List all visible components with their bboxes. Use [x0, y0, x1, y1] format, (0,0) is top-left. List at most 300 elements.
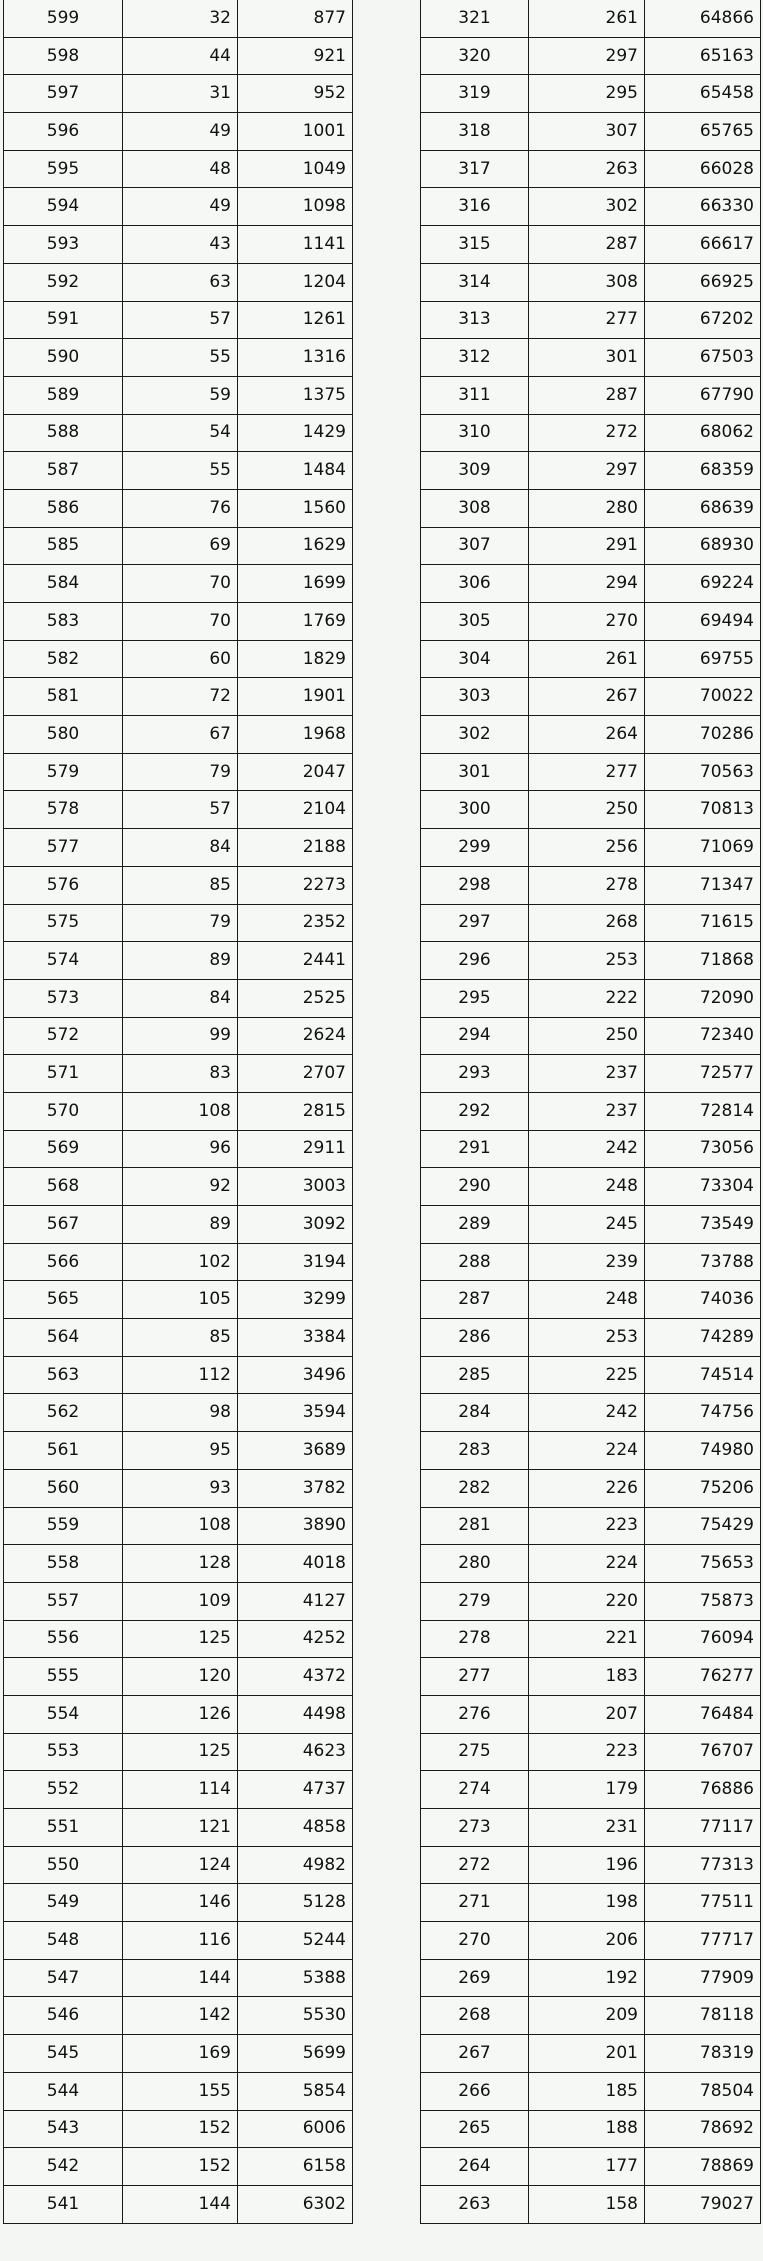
count-cell: 294	[529, 565, 645, 603]
count-cell: 206	[529, 1922, 645, 1960]
score-cell: 545	[4, 2035, 123, 2073]
count-cell: 253	[529, 942, 645, 980]
count-cell: 302	[529, 188, 645, 226]
score-cell: 591	[4, 301, 123, 339]
count-cell: 278	[529, 866, 645, 904]
score-cell: 579	[4, 753, 123, 791]
score-cell: 581	[4, 678, 123, 716]
count-cell: 237	[529, 1055, 645, 1093]
score-cell: 277	[421, 1658, 529, 1696]
cumulative-cell: 77717	[645, 1922, 761, 1960]
cumulative-cell: 1699	[238, 565, 353, 603]
count-cell: 224	[529, 1545, 645, 1583]
count-cell: 116	[123, 1922, 238, 1960]
cumulative-cell: 5388	[238, 1959, 353, 1997]
score-cell: 570	[4, 1092, 123, 1130]
cumulative-cell: 4372	[238, 1658, 353, 1696]
count-cell: 99	[123, 1017, 238, 1055]
table-row	[421, 301, 761, 339]
cumulative-cell: 67503	[645, 339, 761, 377]
count-cell: 295	[529, 75, 645, 113]
table-row	[421, 1771, 761, 1809]
score-cell: 272	[421, 1846, 529, 1884]
table-row	[4, 603, 353, 641]
score-cell: 555	[4, 1658, 123, 1696]
table-row	[421, 2148, 761, 2186]
count-cell: 224	[529, 1432, 645, 1470]
score-cell: 276	[421, 1695, 529, 1733]
score-cell: 274	[421, 1771, 529, 1809]
score-cell: 556	[4, 1620, 123, 1658]
score-cell: 283	[421, 1432, 529, 1470]
score-cell: 281	[421, 1507, 529, 1545]
count-cell: 57	[123, 791, 238, 829]
cumulative-cell: 72340	[645, 1017, 761, 1055]
cumulative-cell: 1261	[238, 301, 353, 339]
count-cell: 108	[123, 1092, 238, 1130]
table-row	[421, 1394, 761, 1432]
cumulative-cell: 77117	[645, 1809, 761, 1847]
table-row	[4, 1469, 353, 1507]
count-cell: 268	[529, 904, 645, 942]
score-cell: 320	[421, 37, 529, 75]
score-cell: 572	[4, 1017, 123, 1055]
score-cell: 304	[421, 640, 529, 678]
score-cell: 550	[4, 1846, 123, 1884]
cumulative-cell: 2273	[238, 866, 353, 904]
count-cell: 287	[529, 376, 645, 414]
count-cell: 225	[529, 1356, 645, 1394]
cumulative-cell: 69755	[645, 640, 761, 678]
count-cell: 109	[123, 1582, 238, 1620]
count-cell: 85	[123, 1319, 238, 1357]
cumulative-cell: 921	[238, 37, 353, 75]
table-row	[4, 1997, 353, 2035]
score-cell: 314	[421, 263, 529, 301]
score-cell: 275	[421, 1733, 529, 1771]
score-cell: 561	[4, 1432, 123, 1470]
cumulative-cell: 77313	[645, 1846, 761, 1884]
score-cell: 301	[421, 753, 529, 791]
score-cell: 297	[421, 904, 529, 942]
table-row	[4, 942, 353, 980]
cumulative-cell: 72090	[645, 979, 761, 1017]
count-cell: 291	[529, 527, 645, 565]
score-cell: 560	[4, 1469, 123, 1507]
score-cell: 596	[4, 113, 123, 151]
cumulative-cell: 3594	[238, 1394, 353, 1432]
table-row	[4, 1243, 353, 1281]
count-cell: 220	[529, 1582, 645, 1620]
table-row	[4, 791, 353, 829]
cumulative-cell: 72577	[645, 1055, 761, 1093]
score-cell: 303	[421, 678, 529, 716]
count-cell: 67	[123, 716, 238, 754]
score-cell: 285	[421, 1356, 529, 1394]
table-row	[4, 1507, 353, 1545]
table-row	[4, 1281, 353, 1319]
table-row	[4, 452, 353, 490]
count-cell: 158	[529, 2185, 645, 2223]
score-cell: 585	[4, 527, 123, 565]
score-cell: 568	[4, 1168, 123, 1206]
table-row	[421, 0, 761, 37]
table-row	[4, 866, 353, 904]
cumulative-cell: 75206	[645, 1469, 761, 1507]
score-cell: 264	[421, 2148, 529, 2186]
count-cell: 272	[529, 414, 645, 452]
table-row	[4, 640, 353, 678]
score-cell: 543	[4, 2110, 123, 2148]
cumulative-cell: 77511	[645, 1884, 761, 1922]
count-cell: 152	[123, 2110, 238, 2148]
count-cell: 221	[529, 1620, 645, 1658]
score-cell: 269	[421, 1959, 529, 1997]
table-row	[4, 1922, 353, 1960]
count-cell: 192	[529, 1959, 645, 1997]
count-cell: 126	[123, 1695, 238, 1733]
score-cell: 292	[421, 1092, 529, 1130]
cumulative-cell: 1484	[238, 452, 353, 490]
score-cell: 305	[421, 603, 529, 641]
count-cell: 183	[529, 1658, 645, 1696]
table-row	[4, 150, 353, 188]
table-row	[4, 113, 353, 151]
cumulative-cell: 3299	[238, 1281, 353, 1319]
count-cell: 196	[529, 1846, 645, 1884]
score-cell: 319	[421, 75, 529, 113]
count-cell: 301	[529, 339, 645, 377]
count-cell: 242	[529, 1130, 645, 1168]
table-row	[421, 2110, 761, 2148]
table-row	[4, 979, 353, 1017]
score-cell: 321	[421, 0, 529, 37]
cumulative-cell: 1001	[238, 113, 353, 151]
cumulative-cell: 2815	[238, 1092, 353, 1130]
cumulative-cell: 73788	[645, 1243, 761, 1281]
count-cell: 144	[123, 2185, 238, 2223]
cumulative-cell: 68359	[645, 452, 761, 490]
cumulative-cell: 6302	[238, 2185, 353, 2223]
cumulative-cell: 73056	[645, 1130, 761, 1168]
count-cell: 307	[529, 113, 645, 151]
count-cell: 277	[529, 753, 645, 791]
table-row	[4, 1620, 353, 1658]
cumulative-cell: 2188	[238, 829, 353, 867]
table-row	[4, 678, 353, 716]
table-row	[421, 150, 761, 188]
table-row	[421, 753, 761, 791]
count-cell: 48	[123, 150, 238, 188]
score-cell: 271	[421, 1884, 529, 1922]
score-cell: 289	[421, 1206, 529, 1244]
cumulative-cell: 78869	[645, 2148, 761, 2186]
cumulative-cell: 68639	[645, 489, 761, 527]
score-cell: 273	[421, 1809, 529, 1847]
table-row	[4, 1884, 353, 1922]
table-row	[421, 1168, 761, 1206]
score-cell: 316	[421, 188, 529, 226]
score-cell: 584	[4, 565, 123, 603]
table-row	[4, 376, 353, 414]
score-cell: 580	[4, 716, 123, 754]
count-cell: 125	[123, 1733, 238, 1771]
score-cell: 546	[4, 1997, 123, 2035]
cumulative-cell: 3890	[238, 1507, 353, 1545]
count-cell: 267	[529, 678, 645, 716]
count-cell: 70	[123, 603, 238, 641]
cumulative-cell: 1375	[238, 376, 353, 414]
cumulative-cell: 1769	[238, 603, 353, 641]
cumulative-cell: 2441	[238, 942, 353, 980]
score-cell: 595	[4, 150, 123, 188]
score-cell: 282	[421, 1469, 529, 1507]
cumulative-cell: 77909	[645, 1959, 761, 1997]
cumulative-cell: 4018	[238, 1545, 353, 1583]
count-cell: 43	[123, 226, 238, 264]
cumulative-cell: 71069	[645, 829, 761, 867]
score-distribution-table-left	[3, 0, 353, 2224]
table-row	[421, 1620, 761, 1658]
cumulative-cell: 1204	[238, 263, 353, 301]
table-row	[421, 1206, 761, 1244]
score-cell: 298	[421, 866, 529, 904]
count-cell: 112	[123, 1356, 238, 1394]
score-cell: 562	[4, 1394, 123, 1432]
cumulative-cell: 4127	[238, 1582, 353, 1620]
score-cell: 564	[4, 1319, 123, 1357]
table-row	[421, 1733, 761, 1771]
count-cell: 198	[529, 1884, 645, 1922]
table-row	[421, 376, 761, 414]
count-cell: 114	[123, 1771, 238, 1809]
score-cell: 583	[4, 603, 123, 641]
table-row	[4, 1017, 353, 1055]
cumulative-cell: 76484	[645, 1695, 761, 1733]
table-row	[4, 716, 353, 754]
table-row	[421, 716, 761, 754]
cumulative-cell: 2352	[238, 904, 353, 942]
table-row	[421, 1695, 761, 1733]
count-cell: 32	[123, 0, 238, 37]
cumulative-cell: 66617	[645, 226, 761, 264]
cumulative-cell: 1901	[238, 678, 353, 716]
table-row	[4, 37, 353, 75]
cumulative-cell: 2707	[238, 1055, 353, 1093]
cumulative-cell: 78692	[645, 2110, 761, 2148]
table-row	[4, 527, 353, 565]
score-cell: 306	[421, 565, 529, 603]
score-cell: 270	[421, 1922, 529, 1960]
score-distribution-table-right	[420, 0, 761, 2224]
count-cell: 177	[529, 2148, 645, 2186]
cumulative-cell: 6158	[238, 2148, 353, 2186]
score-cell: 313	[421, 301, 529, 339]
table-row	[421, 603, 761, 641]
cumulative-cell: 2104	[238, 791, 353, 829]
count-cell: 85	[123, 866, 238, 904]
count-cell: 179	[529, 1771, 645, 1809]
cumulative-cell: 3194	[238, 1243, 353, 1281]
cumulative-cell: 5530	[238, 1997, 353, 2035]
count-cell: 125	[123, 1620, 238, 1658]
count-cell: 102	[123, 1243, 238, 1281]
cumulative-cell: 70813	[645, 791, 761, 829]
cumulative-cell: 3782	[238, 1469, 353, 1507]
table-row	[4, 339, 353, 377]
score-cell: 542	[4, 2148, 123, 2186]
count-cell: 89	[123, 942, 238, 980]
cumulative-cell: 78118	[645, 1997, 761, 2035]
score-cell: 263	[421, 2185, 529, 2223]
table-row	[421, 1922, 761, 1960]
count-cell: 297	[529, 452, 645, 490]
score-cell: 592	[4, 263, 123, 301]
table-row	[4, 829, 353, 867]
count-cell: 250	[529, 791, 645, 829]
score-cell: 279	[421, 1582, 529, 1620]
table-row	[4, 1432, 353, 1470]
cumulative-cell: 70563	[645, 753, 761, 791]
count-cell: 57	[123, 301, 238, 339]
score-cell: 284	[421, 1394, 529, 1432]
table-row	[421, 1658, 761, 1696]
table-row	[421, 1846, 761, 1884]
score-cell: 302	[421, 716, 529, 754]
table-row	[4, 226, 353, 264]
count-cell: 250	[529, 1017, 645, 1055]
cumulative-cell: 1049	[238, 150, 353, 188]
cumulative-cell: 79027	[645, 2185, 761, 2223]
score-cell: 586	[4, 489, 123, 527]
table-row	[421, 75, 761, 113]
count-cell: 96	[123, 1130, 238, 1168]
score-cell: 286	[421, 1319, 529, 1357]
count-cell: 308	[529, 263, 645, 301]
score-cell: 582	[4, 640, 123, 678]
table-row	[4, 1771, 353, 1809]
score-cell: 267	[421, 2035, 529, 2073]
count-cell: 31	[123, 75, 238, 113]
count-cell: 60	[123, 640, 238, 678]
count-cell: 223	[529, 1733, 645, 1771]
score-cell: 558	[4, 1545, 123, 1583]
table-row	[4, 2072, 353, 2110]
cumulative-cell: 75873	[645, 1582, 761, 1620]
score-cell: 552	[4, 1771, 123, 1809]
score-cell: 574	[4, 942, 123, 980]
count-cell: 237	[529, 1092, 645, 1130]
cumulative-cell: 2525	[238, 979, 353, 1017]
table-row	[421, 942, 761, 980]
count-cell: 201	[529, 2035, 645, 2073]
count-cell: 49	[123, 188, 238, 226]
score-cell: 589	[4, 376, 123, 414]
cumulative-cell: 65458	[645, 75, 761, 113]
count-cell: 98	[123, 1394, 238, 1432]
table-row	[421, 1432, 761, 1470]
table-row	[421, 2035, 761, 2073]
score-cell: 290	[421, 1168, 529, 1206]
score-cell: 597	[4, 75, 123, 113]
table-row	[421, 829, 761, 867]
score-cell: 288	[421, 1243, 529, 1281]
cumulative-cell: 877	[238, 0, 353, 37]
count-cell: 223	[529, 1507, 645, 1545]
table-row	[421, 1469, 761, 1507]
table-row	[421, 489, 761, 527]
table-row	[421, 339, 761, 377]
count-cell: 188	[529, 2110, 645, 2148]
count-cell: 209	[529, 1997, 645, 2035]
cumulative-cell: 5128	[238, 1884, 353, 1922]
cumulative-cell: 76707	[645, 1733, 761, 1771]
cumulative-cell: 74289	[645, 1319, 761, 1357]
table-row	[421, 1055, 761, 1093]
count-cell: 263	[529, 150, 645, 188]
cumulative-cell: 4252	[238, 1620, 353, 1658]
count-cell: 76	[123, 489, 238, 527]
table-row	[421, 414, 761, 452]
score-cell: 293	[421, 1055, 529, 1093]
count-cell: 264	[529, 716, 645, 754]
table-row	[421, 1507, 761, 1545]
count-cell: 120	[123, 1658, 238, 1696]
count-cell: 70	[123, 565, 238, 603]
score-cell: 557	[4, 1582, 123, 1620]
count-cell: 72	[123, 678, 238, 716]
score-cell: 566	[4, 1243, 123, 1281]
table-row	[4, 1809, 353, 1847]
table-row	[4, 2035, 353, 2073]
table-row	[4, 1582, 353, 1620]
table-row	[4, 75, 353, 113]
score-cell: 296	[421, 942, 529, 980]
table-row	[421, 866, 761, 904]
score-cell: 571	[4, 1055, 123, 1093]
table-row	[421, 226, 761, 264]
count-cell: 49	[123, 113, 238, 151]
cumulative-cell: 2624	[238, 1017, 353, 1055]
cumulative-cell: 78504	[645, 2072, 761, 2110]
table-row	[421, 527, 761, 565]
score-cell: 294	[421, 1017, 529, 1055]
score-cell: 588	[4, 414, 123, 452]
table-row	[4, 0, 353, 37]
score-cell: 577	[4, 829, 123, 867]
count-cell: 169	[123, 2035, 238, 2073]
count-cell: 92	[123, 1168, 238, 1206]
score-cell: 594	[4, 188, 123, 226]
score-cell: 268	[421, 1997, 529, 2035]
cumulative-cell: 1316	[238, 339, 353, 377]
table-row	[4, 1092, 353, 1130]
score-cell: 559	[4, 1507, 123, 1545]
count-cell: 256	[529, 829, 645, 867]
score-cell: 551	[4, 1809, 123, 1847]
table-row	[4, 1394, 353, 1432]
count-cell: 95	[123, 1432, 238, 1470]
cumulative-cell: 3092	[238, 1206, 353, 1244]
table-row	[4, 565, 353, 603]
count-cell: 242	[529, 1394, 645, 1432]
table-row	[4, 1356, 353, 1394]
count-cell: 261	[529, 0, 645, 37]
cumulative-cell: 5699	[238, 2035, 353, 2073]
table-row	[4, 1055, 353, 1093]
score-cell: 569	[4, 1130, 123, 1168]
score-cell: 554	[4, 1695, 123, 1733]
